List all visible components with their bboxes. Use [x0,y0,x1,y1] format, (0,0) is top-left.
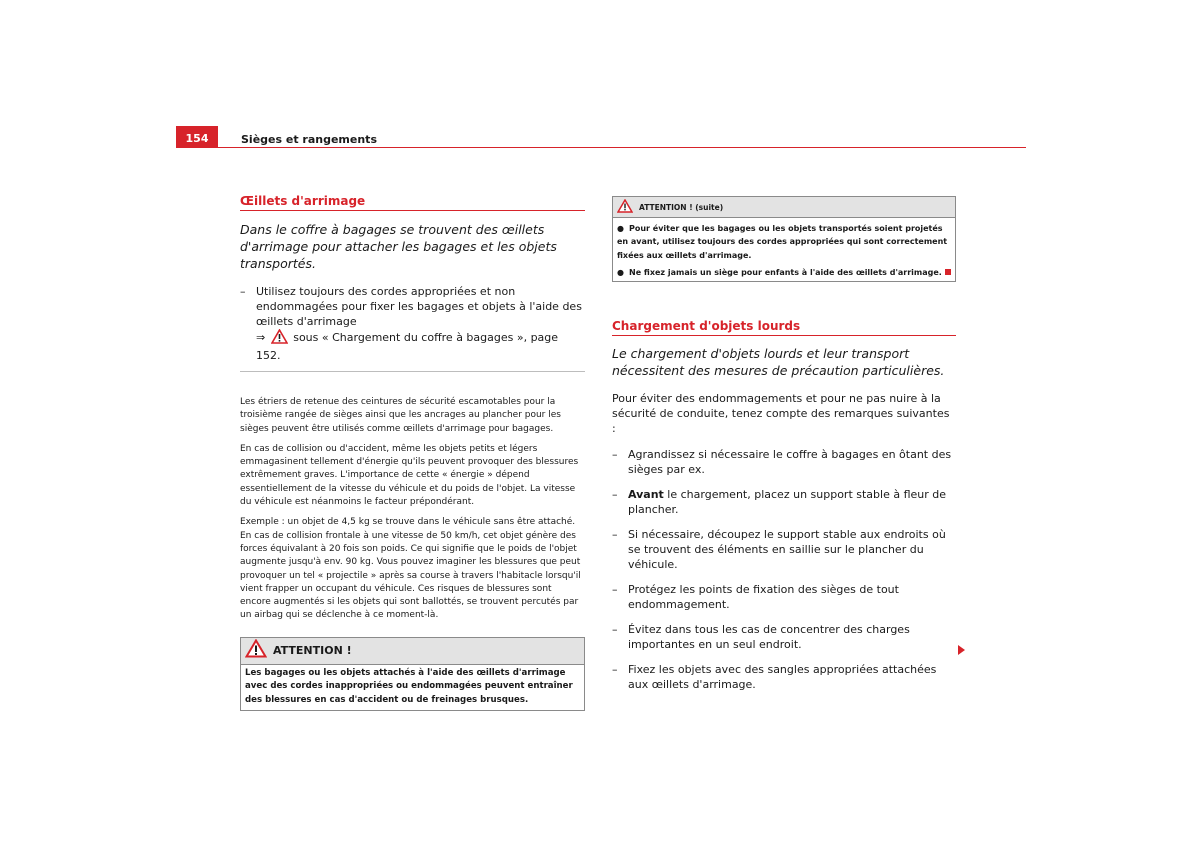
attention-box [240,637,585,712]
list-item [612,582,956,612]
continue-arrow-icon [958,645,965,655]
dash-marker: – [612,448,618,462]
reference-arrow: ⇒ [256,331,266,344]
attention-title: ATTENTION ! [273,644,352,658]
attention-body: Les bagages ou les objets attachés à l'aide des œillets d'arrimage avec des cordes inappropriées ou endommagées peuvent entraîner des blessures en cas d'accident ou de freinages brusques. [245,667,573,705]
left-column [240,193,585,711]
bullet-dot: ● [617,267,624,277]
attention-header [241,638,584,665]
header-rule [176,147,1026,148]
section-heading-heavy-loads: Chargement d'objets lourds [612,318,956,336]
attention-item-text: Ne fixez jamais un siège pour enfants à l'aide des œillets d'arrimage. [629,267,942,277]
section-intro-eyelets: Dans le coffre à bagages se trouvent des œillets d'arrimage pour attacher les bagages et les objets transportés. [240,222,557,271]
attention-item [617,266,951,279]
chapter-title: Sièges et rangements [241,133,377,146]
attention-item [617,222,951,262]
list-item [612,622,956,652]
section-heading-eyelets: Œillets d'arrimage [240,193,585,211]
list-item-text [628,487,956,517]
paragraph: Exemple : un objet de 4,5 kg se trouve dans le véhicule sans être attaché. En cas de collision frontale à une vitesse de 50 km/h, cet objet génère des forces équivalant à 20 fois son poids. Ce qui signifie que le poids de l'objet augmente jusqu'à env. 90 kg. Vous pouvez imaginer les blessures que peut provoquer un tel « projectile » après sa course à travers l'habitacle lorsqu'il vient frapper un occupant du véhicule. Ces risques de blessures sont encore augmentés si les objets qui sont ballottés, se trouvent percutés par un airbag qui se déclenche à ce moment-là. [240,517,581,621]
lead-paragraph: Pour éviter des endommagements et pour ne pas nuire à la sécurité de conduite, tenez compte des remarques suivantes : [612,392,950,436]
bullet-dot: ● [617,224,624,233]
list-item-text: Fixez les objets avec des sangles appropriées attachées aux œillets d'arrimage. [628,663,937,692]
instruction-item [240,284,585,363]
paragraph: Les étriers de retenue des ceintures de sécurité escamotables pour la troisième rangée de sièges ainsi que les ancrages au plancher pour les sièges peuvent être utilisés comme œillets d'arrimage pour bagages. [240,397,561,434]
list-item-text: Si nécessaire, découpez le support stable aux endroits où se trouvent des éléments en saillie sur le plancher du véhicule. [628,528,946,572]
list-item [612,662,956,692]
attention-title: ATTENTION ! (suite) [639,202,724,212]
list-item-text: Protégez les points de fixation des sièges de tout endommagement. [628,583,899,612]
paragraph: En cas de collision ou d'accident, même les objets petits et légers emmagasinent tellement d'énergie qu'ils peuvent provoquer des blessures extrêmement graves. L'importance de cette « énergie » dépend essentiellement de la vitesse du véhicule et du poids de l'objet. La vitesse du véhicule est néanmoins le facteur prépondérant. [240,443,579,508]
right-column [612,196,956,692]
list-item-bold: Avant [628,488,664,502]
page-number: 154 [176,126,218,148]
instruction-prefix: Utilisez toujours des cordes appropriées et non endommagées pour fixer les bagages et objets à l'aide des œillets d'arrimage [256,285,582,328]
warning-triangle-icon [271,329,288,348]
list-item [612,447,956,477]
end-of-section-mark [945,269,951,275]
attention-body [613,218,955,281]
dash-marker: – [612,663,618,677]
divider [240,371,585,372]
list-item-text: Agrandissez si nécessaire le coffre à bagages en ôtant des sièges par ex. [628,448,952,477]
list-item [612,487,956,517]
warning-triangle-icon [245,639,267,662]
warning-triangle-icon [617,198,633,217]
dash-marker: – [612,528,618,542]
attention-header [613,197,955,218]
dash-marker: – [240,285,246,298]
instruction-text [256,284,585,363]
dash-marker: – [612,488,618,502]
dash-marker: – [612,623,618,637]
attention-box-continued [612,196,956,282]
list-item-text: Évitez dans tous les cas de concentrer des charges importantes en un seul endroit. [628,623,910,652]
dash-marker: – [612,583,618,597]
section-intro-heavy-loads: Le chargement d'objets lourds et leur transport nécessitent des mesures de précaution particulières. [612,346,945,379]
attention-item-text: Pour éviter que les bagages ou les objets transportés soient projetés en avant, utilisez toujours des cordes appropriées qui sont correctement fixées aux œillets d'arrimage. [617,224,948,260]
instruction-suffix: sous « Chargement du coffre à bagages », page 152. [256,331,559,362]
list-item-rest: le chargement, placez un support stable à fleur de plancher. [628,488,947,517]
list-item [612,527,956,572]
